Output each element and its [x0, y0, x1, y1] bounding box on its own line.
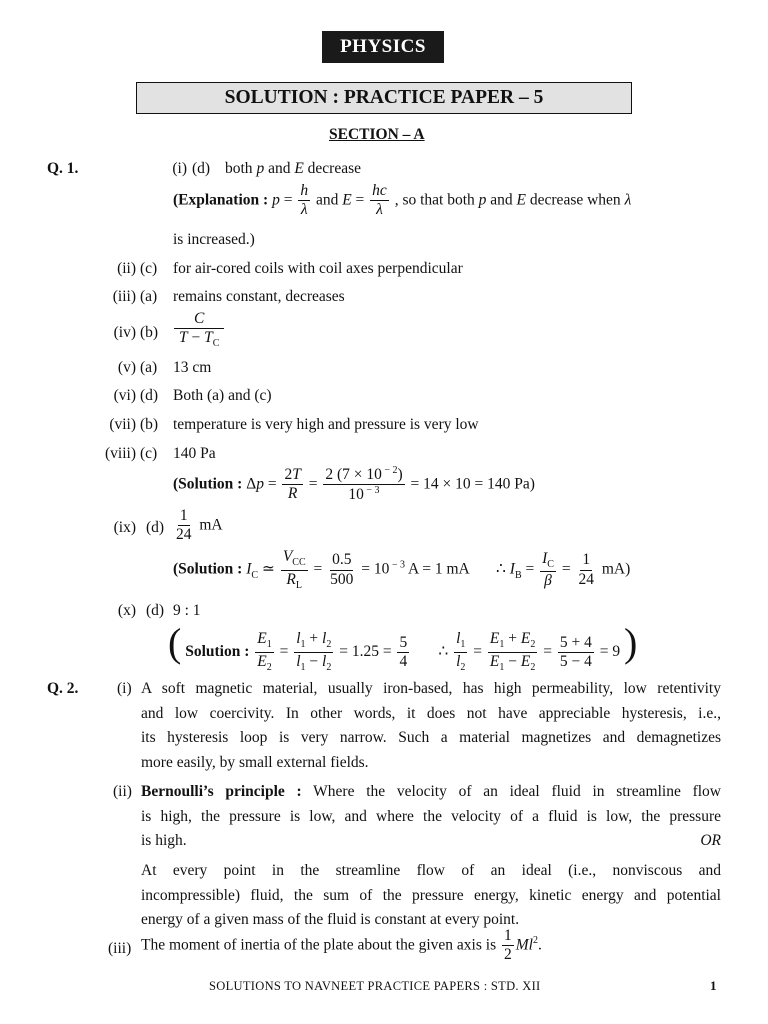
- q1-vii-text: temperature is very high and pressure is very low: [173, 416, 479, 433]
- q1-ix-mid: = 10: [361, 560, 390, 578]
- q1-viii-num: (viii): [105, 445, 136, 462]
- page-footer: SOLUTIONS TO NAVNEET PRACTICE PAPERS : STD. XII: [209, 979, 541, 993]
- q2-i-line: A soft magnetic material, usually iron-based, has high permeability, low retentivity: [141, 680, 721, 697]
- q1-iii-text: remains constant, decreases: [173, 288, 345, 305]
- q1-ix-mid2: A = 1 mA: [408, 560, 469, 578]
- subject-label: PHYSICS: [322, 31, 444, 63]
- q1-ix-unit: mA: [199, 516, 223, 534]
- q1-x-text: 9 : 1: [173, 602, 201, 619]
- q2-iii-sentence: The moment of inertia of the plate about the given axis is: [141, 936, 497, 954]
- q1-iv-fraction: $\frac{C}{T - T_C}$: [172, 311, 226, 350]
- q2-i-line: more easily, by small external fields.: [141, 753, 369, 771]
- q2-i-line: its hysteresis loop is very narrow. Such a material magnetizes and demagnetizes: [141, 729, 721, 746]
- q2-ii-line: is high, the pressure is low, and where the velocity of a fluid is low, the pressure: [141, 807, 721, 825]
- question-1-number: Q. 1.: [47, 160, 79, 177]
- bernoulli-heading: Bernoulli’s principle :: [141, 783, 302, 800]
- solution-label: (Solution :: [173, 475, 243, 493]
- section-heading: SECTION – A: [329, 126, 425, 143]
- q2-i-num: (i): [117, 680, 132, 697]
- q2-ii-alt-line: At every point in the streamline flow of an ideal (i.e., nonviscous and: [141, 862, 721, 879]
- q1-i-text: both p and E decrease: [225, 160, 362, 177]
- q2-iii-text: The moment of inertia of the plate about the given axis is $\frac{1}{2}$ Ml$^2$.: [141, 927, 542, 964]
- q1-ix-solution: (Solution : $I_C$ ≃ $\frac{V_{CC}}{R_L}$ = $\frac{0.5}{500}$ = 10 $^{- 3}$ A = 1 mA ∴ $I_B$ = $\frac{I_C}{\beta}$ = $\frac{1}{24}$ mA): [173, 548, 631, 591]
- solution-label: (Solution :: [173, 560, 243, 578]
- q1-iii-answer: (a): [140, 288, 158, 305]
- q1-i-num: (i): [172, 160, 187, 177]
- solution-label: Solution :: [185, 643, 250, 660]
- q1-ii-text: for air-cored coils with coil axes perpendicular: [173, 260, 463, 277]
- q1-ii-answer: (c): [140, 260, 158, 277]
- q1-i-answer: (d): [192, 160, 211, 177]
- q1-vii-answer: (b): [140, 416, 159, 433]
- q1-iv-num: (iv): [113, 324, 136, 341]
- q1-v-num: (v): [117, 359, 136, 376]
- q2-ii-line: is high.: [141, 832, 187, 849]
- q1-ix-num: (ix): [113, 519, 136, 536]
- page-number: 1: [710, 978, 717, 993]
- q1-x-num: (x): [117, 602, 136, 619]
- q1-viii-text: 140 Pa: [173, 445, 216, 462]
- q1-iv-answer: (b): [140, 324, 159, 341]
- q2-i-paragraph: [141, 677, 721, 775]
- q2-ii-alt-line: energy of a given mass of the fluid is constant at every point.: [141, 911, 520, 928]
- q1-viii-solution: (Solution : Δp = $\frac{2T}{R}$ = $\frac{2 (7 \times 10 ^{- 2})}{10 ^{- 3}}$ = 14 × 10 = 140 Pa): [173, 465, 535, 504]
- q1-x-solution: ( Solution : $\frac{E_1}{E_2}$ = $\frac{l_1 + l_2}{l_1 - l_2}$ = 1.25 = $\frac{5}{4}$ ∴ $\frac{l_1}{l_2}$ = $\frac{E_1 + E_2}{E_1 - E_2}$ = $\frac{5 + 4}{5 - 4}$ = 9 ): [168, 620, 638, 674]
- q1-i-expl-cont: is increased.): [173, 231, 255, 248]
- q1-ii-num: (ii): [117, 260, 136, 277]
- q2-i-line: and low coercivity. In other words, it does not have appreciable hysteresis, i.e.,: [141, 704, 721, 722]
- q1-i-explanation: (Explanation : p = $\frac{h}{\lambda}$ and E = $\frac{hc}{\lambda}$ , so that both p and E decrease when λ: [173, 182, 632, 219]
- paper-title: SOLUTION : PRACTICE PAPER – 5: [136, 82, 632, 114]
- q1-x-result: = 9: [599, 643, 621, 660]
- q1-v-answer: (a): [140, 359, 158, 376]
- q1-vi-answer: (d): [140, 387, 159, 404]
- q1-ix-result: mA): [601, 560, 631, 578]
- explanation-label: (Explanation :: [173, 191, 269, 209]
- q1-viii-result: = 14 × 10 = 140 Pa): [410, 475, 535, 493]
- q1-viii-answer: (c): [140, 445, 158, 462]
- q2-iii-num: (iii): [108, 940, 132, 957]
- q2-ii-alt-paragraph: [141, 859, 721, 933]
- q1-ix-answer: (d): [146, 519, 165, 536]
- q1-ix-fraction: $\frac{1}{24}$ mA: [176, 507, 223, 544]
- q2-ii-line: Where the velocity of an ideal fluid in streamline flow: [313, 783, 721, 800]
- q1-x-answer: (d): [146, 602, 165, 619]
- q1-x-mid: = 1.25 =: [339, 643, 392, 660]
- q2-ii-paragraph: [141, 780, 721, 854]
- q2-ii-alt-line: incompressible) fluid, the sum of the pressure energy, kinetic energy and potential: [141, 886, 721, 904]
- q1-vi-text: Both (a) and (c): [173, 387, 272, 404]
- q1-vii-num: (vii): [109, 416, 136, 433]
- q2-ii-last-line: [141, 829, 721, 854]
- question-2-number: Q. 2.: [47, 680, 79, 697]
- or-separator: OR: [700, 832, 721, 849]
- q2-ii-num: (ii): [113, 783, 132, 800]
- q1-v-text: 13 cm: [173, 359, 212, 376]
- q1-iii-num: (iii): [112, 288, 136, 305]
- q1-vi-num: (vi): [113, 387, 136, 404]
